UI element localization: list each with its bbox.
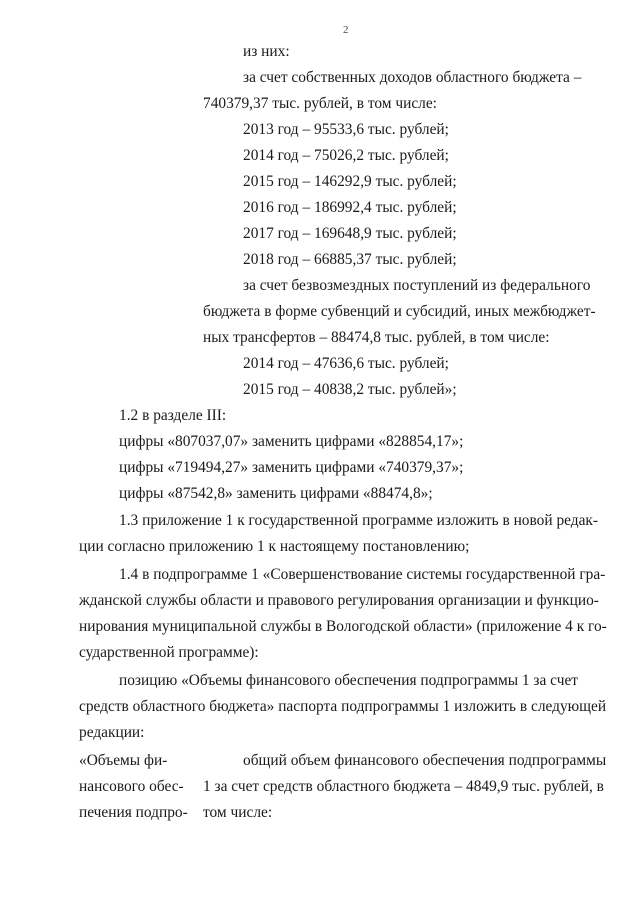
text-line: ции согласно приложению 1 к настоящему постановлению; (79, 538, 470, 555)
text-line: 1.2 в разделе III: (119, 407, 227, 424)
text-line: 1.3 приложение 1 к государственной программе изложить в новой редак- (119, 512, 599, 529)
text-line: нирования муниципальной службы в Вологодской области» (приложение 4 к го- (79, 618, 607, 635)
text-line: 2014 год – 47636,6 тыс. рублей; (243, 355, 449, 372)
table-cell-line: общий объем финансового обеспечения подпрограммы (243, 752, 607, 769)
text-line: позицию «Объемы финансового обеспечения подпрограммы 1 за счет (119, 672, 579, 689)
table-cell-line: «Объемы фи- (79, 752, 168, 769)
text-line: за счет безвозмездных поступлений из федерального (243, 277, 591, 294)
text-line: 2014 год – 75026,2 тыс. рублей; (243, 147, 449, 164)
text-line: 2016 год – 186992,4 тыс. рублей; (243, 199, 457, 216)
text-line: из них: (243, 43, 290, 60)
table-cell-line: 1 за счет средств областного бюджета – 4849,9 тыс. рублей, в (203, 778, 604, 795)
text-line: 2015 год – 146292,9 тыс. рублей; (243, 173, 457, 190)
table-cell-line: нансового обес- (79, 778, 184, 795)
text-line: 2015 год – 40838,2 тыс. рублей»; (243, 381, 457, 398)
page-number: 2 (343, 24, 349, 36)
text-line: 740379,37 тыс. рублей, в том числе: (203, 95, 437, 112)
text-line: 2013 год – 95533,6 тыс. рублей; (243, 121, 449, 138)
text-line: ных трансфертов – 88474,8 тыс. рублей, в том числе: (203, 329, 550, 346)
text-line: сударственной программе): (79, 644, 259, 661)
text-line: бюджета в форме субвенций и субсидий, иных межбюджет- (203, 303, 596, 320)
text-line: редакции: (79, 724, 145, 741)
text-line: за счет собственных доходов областного бюджета – (243, 69, 582, 86)
text-line: жданской службы области и правового регулирования организации и функцио- (79, 592, 599, 609)
text-line: цифры «807037,07» заменить цифрами «828854,17»; (119, 433, 464, 450)
text-line: 1.4 в подпрограмме 1 «Совершенствование системы государственной гра- (119, 566, 606, 583)
table-cell-line: том числе: (203, 804, 273, 821)
text-line: 2017 год – 169648,9 тыс. рублей; (243, 225, 457, 242)
text-line: средств областного бюджета» паспорта подпрограммы 1 изложить в следующей (79, 698, 607, 715)
text-line: цифры «87542,8» заменить цифрами «88474,8»; (119, 485, 433, 502)
text-line: цифры «719494,27» заменить цифрами «740379,37»; (119, 459, 464, 476)
text-line: 2018 год – 66885,37 тыс. рублей; (243, 251, 457, 268)
table-cell-line: печения подпро- (79, 804, 188, 821)
